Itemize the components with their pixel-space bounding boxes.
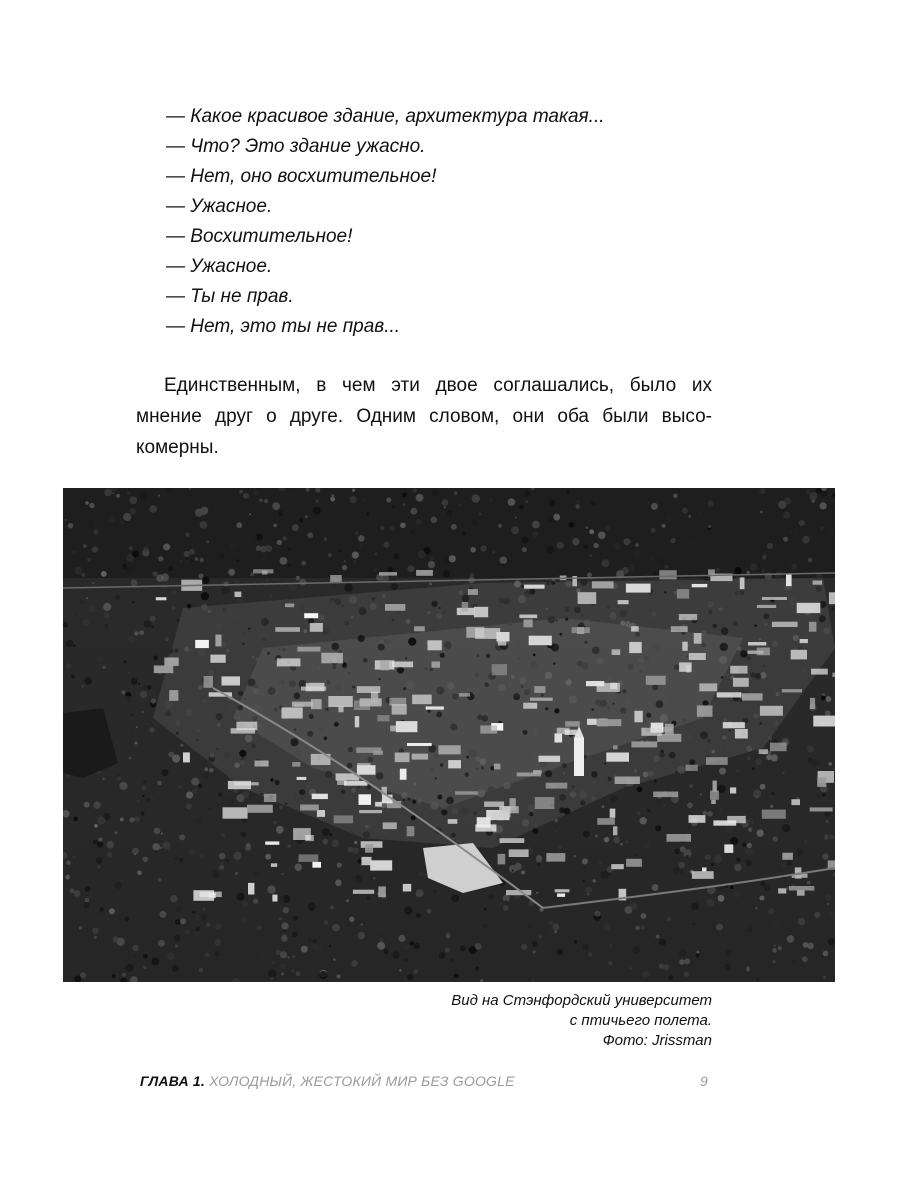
dialogue-list bbox=[166, 102, 726, 342]
dialogue-line: — Что? Это здание ужасно. bbox=[166, 136, 426, 157]
paragraph-line: мнение друг о друге. Одним словом, они оба были высо- bbox=[136, 406, 712, 427]
running-footer bbox=[140, 1073, 515, 1089]
body-paragraph bbox=[136, 370, 712, 463]
footer-chapter-label: ГЛАВА 1. bbox=[140, 1073, 205, 1089]
paragraph-line: комерны. bbox=[136, 437, 219, 458]
dialogue-line: — Ты не прав. bbox=[166, 286, 294, 307]
dialogue-line: — Ужасное. bbox=[166, 256, 273, 277]
caption-line: Фото: Jrissman bbox=[602, 1032, 712, 1049]
dialogue-line: — Какое красивое здание, архитектура такая... bbox=[166, 106, 605, 127]
dialogue-line: — Восхитительное! bbox=[166, 226, 353, 247]
caption-line: Вид на Стэнфордский университет bbox=[451, 992, 712, 1009]
caption-line: с птичьего полета. bbox=[569, 1012, 712, 1029]
page-number: 9 bbox=[700, 1073, 708, 1089]
dialogue-line: — Ужасное. bbox=[166, 196, 273, 217]
photo-caption bbox=[292, 991, 712, 1051]
aerial-photo bbox=[63, 488, 835, 982]
footer-chapter-title: ХОЛОДНЫЙ, ЖЕСТОКИЙ МИР БЕЗ GOOGLE bbox=[209, 1073, 515, 1089]
dialogue-line: — Нет, это ты не прав... bbox=[166, 316, 401, 337]
aerial-photo-illustration bbox=[63, 488, 835, 982]
dialogue-line: — Нет, оно восхитительное! bbox=[166, 166, 437, 187]
paragraph-line: Единственным, в чем эти двое соглашались, было их bbox=[164, 375, 712, 396]
